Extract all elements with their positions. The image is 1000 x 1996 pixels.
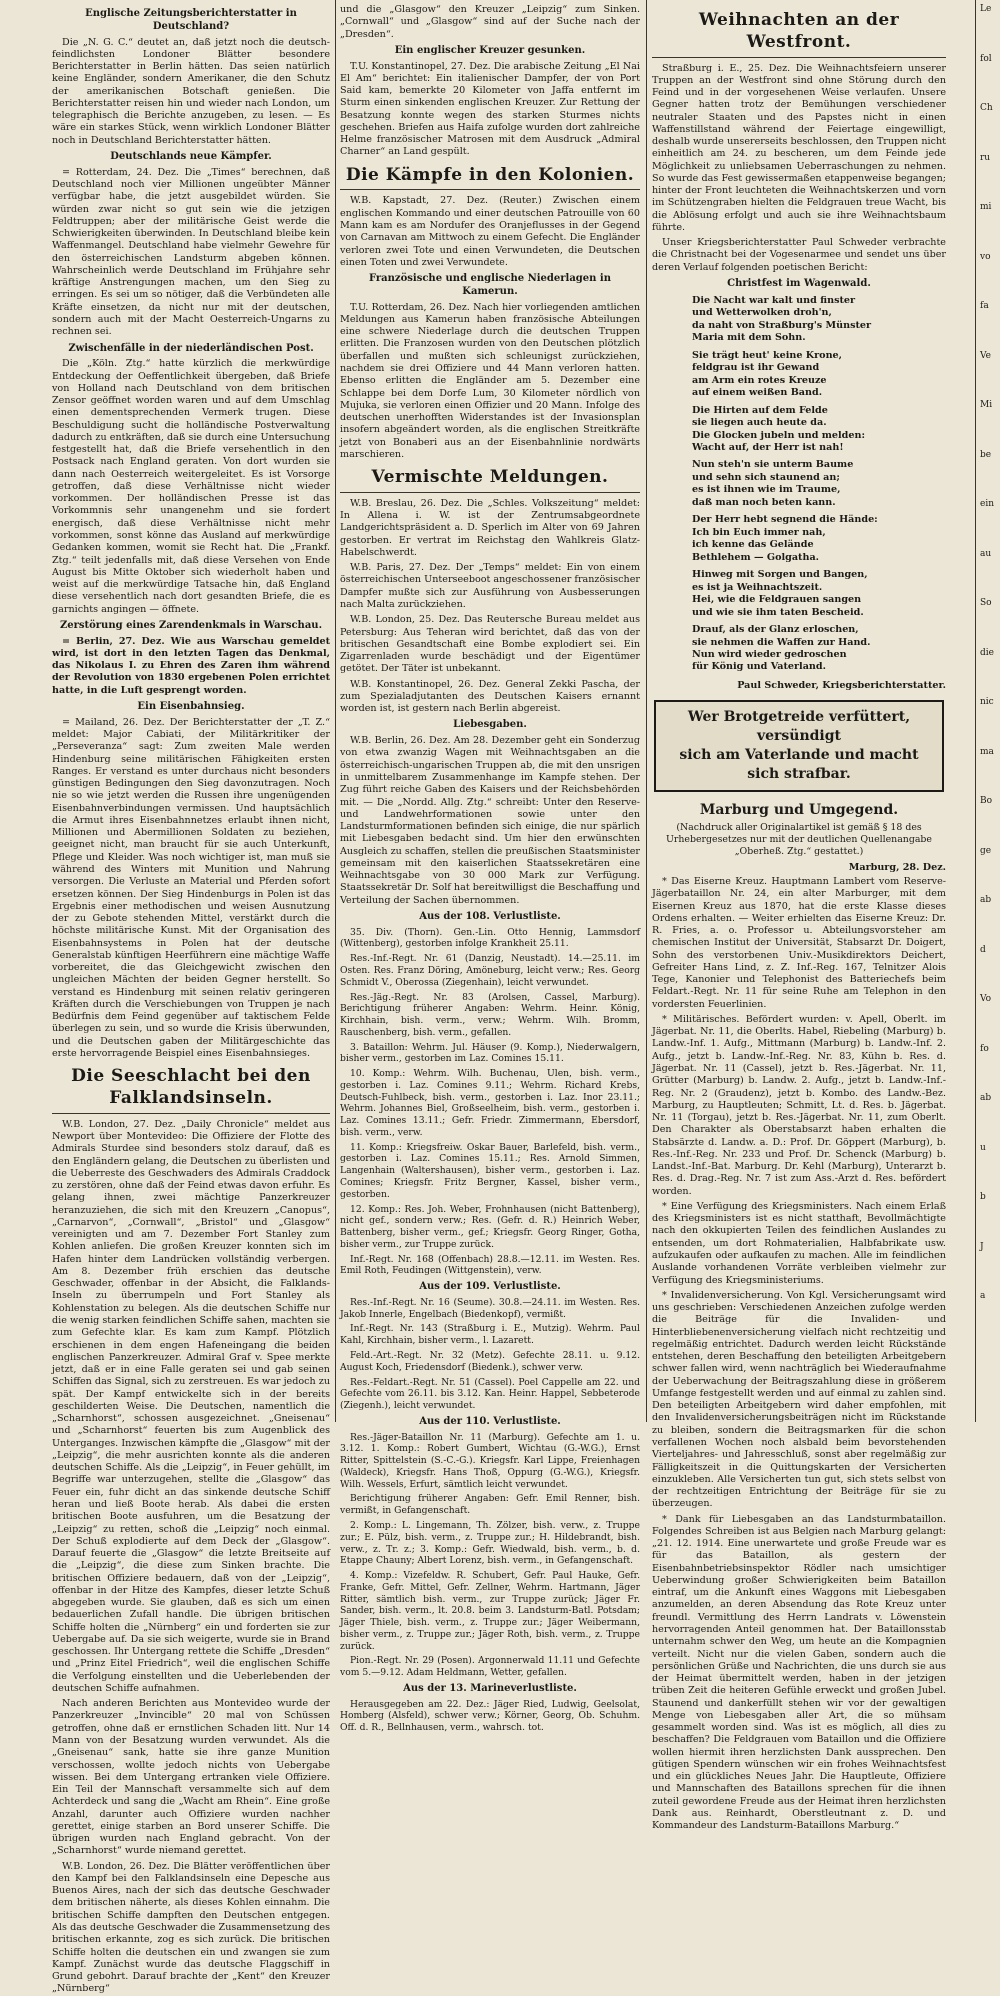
poem-line: feldgrau ist ihr Gewand xyxy=(692,362,820,374)
article-paragraph: = Berlin, 27. Dez. Wie aus Warschau gemeldet wird, ist dort in den letzten Tagen das Denkmal, das Nikolaus I. zu Ehren des Zaren ihm während der Revolution von 1830 ergebenen Polen errichtet hatte, in die Luft gesprengt worden. xyxy=(52,635,330,696)
article-paragraph: W.B. Paris, 27. Dez. Der „Temps“ meldet: Ein von einem österreichischen Unterseeboot angeschossener französischer Dampfer mußte sich zur Ausführung von Ausbesserungen nach Malta zurückziehen. xyxy=(340,562,640,610)
article-paragraph: * Invalidenversicherung. Von Kgl. Versicherungsamt wird uns geschrieben: Verschiedenen Anzeichen zufolge werden die Beiträge für die Invaliden- und Hinterbliebenenversicherung vielfach nicht rechtzeitig und regelmäßig entrichtet. Dadurch werden leicht Rückstände entstehen, deren Beschaffung den beteiligten Arbeitgebern schwer fallen wird, wenn nachträglich bei Wiederaufnahme der Ueberwachung der Beitragszahlung diese in größerem Umfange festgestellt werden und auf einmal zu zahlen sind. Den beteiligten Arbeitgebern wird daher empfohlen, mit den Invalidenversicherungsbeiträgen nicht im Rückstande zu bleiben, sondern die Beitragsmarken für die schon verfallenen Wochen noch alsbald beim bevorstehenden Vierteljahres- und Jahresschluß, sonst aber regelmäßig zur Fälligkeitszeit in die Quittungskarten der Versicherten einzukleben. Alle Versicherten tun gut, sich stets selbst von der rechtzeitigen Entrichtung der Beiträge für sie zu überzeugen. xyxy=(652,1289,946,1510)
text-fragment: Le xyxy=(980,4,992,14)
poem-line: Drauf, als der Glanz erloschen, xyxy=(692,624,859,636)
list-item: 2. Komp.: L. Lingemann, Th. Zölzer, bish. verw., z. Truppe zur.; E. Pülz, bish. verm., z. Truppe zur.; H. Hildebrandt, bish. verw., z. Tr. z.; 3. Komp.: Gefr. Wiedwald, bish. verm., b. d. Etappe Chauny; Albert Lorenz, bish. verm., in Gefangenschaft. xyxy=(340,1519,640,1567)
poem-line: Die Nacht war kalt und finster xyxy=(692,294,856,306)
poem-line: Nun steh'n sie unterm Baume xyxy=(692,459,854,471)
poem-line: auf einem weißen Band. xyxy=(692,387,823,399)
poem-line: Die Hirten auf dem Felde xyxy=(692,404,828,416)
notice-box xyxy=(654,700,944,792)
headline: Liebesgaben. xyxy=(453,719,527,731)
text-fragment: ab xyxy=(980,895,992,906)
poem-line: ich kenne das Gelände xyxy=(692,539,814,551)
text-fragment: Vo xyxy=(980,994,992,1005)
text-fragment: J xyxy=(980,1241,984,1252)
column-4-fragment xyxy=(980,4,1000,1414)
text-fragment: mi xyxy=(980,202,992,213)
poem-line: und wie sie ihm taten Bescheid. xyxy=(692,606,864,618)
list-item: Res.-Jäg.-Regt. Nr. 83 (Arolsen, Cassel, Marburg). Berichtigung früherer Angaben: Wehrm. Heinr. König, Kirchhain, bish. verm., verw.; Wehrm. Wilh. Bromm, Rauschenberg, bish. verm., gefallen. xyxy=(340,991,640,1038)
article-paragraph: W.B. Konstantinopel, 26. Dez. General Zekki Pascha, der zum Spezialadjutanten des Deutschen Kaisers ernannt worden ist, ist gestern nach Berlin abgereist. xyxy=(340,678,640,715)
poem-line: und Wetterwolken droh'n, xyxy=(692,307,832,319)
column-rule xyxy=(335,0,336,1422)
text-fragment: au xyxy=(980,548,992,559)
article-paragraph: W.B. London, 26. Dez. Die Blätter veröffentlichen über den Kampf bei den Falklandsinseln eine Depesche aus Buenos Aires, nach der sich das deutsche Geschwader dem britischen näherte, als dieses Kohlen einnahm. Die britischen Schiffe dampften den Deutschen entgegen. Als das deutsche Geschwader die Zusammensetzung des britischen erkannte, zog es sich zurück. Die britischen Schiffe holten die deutschen ein und zwangen sie zum Kampf. Zunächst wurde das deutsche Flaggschiff in Grund gebohrt. Darauf brachte der „Kent“ den Kreuzer „Nürnberg“ xyxy=(52,1860,330,1995)
text-fragment: ab xyxy=(980,1093,992,1104)
article-paragraph: Unser Kriegsberichterstatter Paul Schweder verbrachte die Christnacht bei der Vogesenarmee und sendet uns über deren Verlauf folgenden poetischen Bericht: xyxy=(652,237,946,273)
headline: Zwischenfälle in der niederländischen Post. xyxy=(68,342,314,354)
section-headline: Die Kämpfe in den Kolonien. xyxy=(340,165,640,191)
text-fragment: fa xyxy=(980,301,989,312)
poem-line: Sie trägt heut' keine Krone, xyxy=(692,349,842,361)
text-fragment: fo xyxy=(980,1043,989,1054)
notice-line: Wer Brotgetreide verfüttert, versündigt xyxy=(687,709,911,745)
article-paragraph: Die „Köln. Ztg.“ hatte kürzlich die merkwürdige Entdeckung der Oeffentlichkeit übergeben, daß Briefe von Holland nach Deutschland von dem britischen Zensor geöffnet worden waren und auf dem Umschlag einen dementsprechenden Vermerk trugen. Diese Beschuldigung sucht die holländische Postverwaltung dadurch zu entkräften, daß sie durch eine Untersuchung festgestellt hat, daß die Briefe versehentlich in den Postsack nach England geraten. Von dort wurden sie dann nach Oesterreich weitergeleitet. Es ist Vorsorge getroffen, daß diese Verhältnisse nicht wieder vorkommen. Der holländischen Presse ist das Vorkommnis sehr unangenehm und sie fordert energisch, daß diese Verhältnisse nicht mehr vorkommen, sonst könne das Ausland auf merkwürdige Gedanken kommen, womit sie Recht hat. Die „Frankf. Ztg.“ teilt jedenfalls mit, daß diese Versehen von Ende August bis Mitte Oktober sich wiederholt haben und weist auf die merkwürdige Tatsache hin, daß England diese versehentlich nach dort gesandten Briefe, die es garnichts angingen — öffnete. xyxy=(52,358,330,615)
poem-line: Bethlehem — Golgatha. xyxy=(692,551,819,563)
text-fragment: ein xyxy=(980,499,995,510)
headline: Französische und englische Niederlagen in Kamerun. xyxy=(368,273,611,297)
column-1 xyxy=(52,4,330,1995)
poem-stanza xyxy=(692,459,946,509)
list-item: Res.-Jäger-Bataillon Nr. 11 (Marburg). Gefechte am 1. u. 3.12. 1. Komp.: Robert Gumbert, Wichtau (G.-W.G.), Ernst Ritter, Spittelstein (S.-C.-G.). Kriegsfr. Karl Lippe, Freienhagen (Waldeck), Kriegsfr. Hans Thoß, Oppurg (G.-W.G.), Kriegsfr. Wilh. Wessels, Erfurt, sämtlich leicht verwundet. xyxy=(340,1431,640,1490)
poem-title: Christfest im Wagenwald. xyxy=(727,278,871,290)
list-item: Res.-Inf.-Regt. Nr. 61 (Danzig, Neustadt). 14.—25.11. im Osten. Res. Franz Döring, Amöneburg, leicht verw.; Res. Georg Schmidt V., Oberossa (Ziegenhain), leicht verwundet. xyxy=(340,953,640,988)
list-item: 4. Komp.: Vizefeldw. R. Schubert, Gefr. Paul Hauke, Gefr. Franke, Gefr. Mittel, Gefr. Zellner, Wehrm. Hartmann, Jäger Ritter, sämtlich bish. verm., zur Truppe zurück; Jäger Fr. Sander, bish. verm., lt. 20.8. beim 3. Landsturm-Batl. Potsdam; Jäger Thiele, bish. verm., z. Truppe zur.; Jäger Weibermann, bisher verm., z. Truppe zur.; Jäger Roth, bish. verm., z. Truppe zurück. xyxy=(340,1570,640,1652)
text-fragment: die xyxy=(980,647,994,658)
text-fragment: Mi xyxy=(980,400,993,411)
article-paragraph: W.B. London, 27. Dez. „Daily Chronicle“ meldet aus Newport über Montevideo: Die Offiziere der Flotte des Admirals Sturdee sind besonders stolz darauf, daß es den Engländern gelang, die Deutschen zu überlisten und die Ueberreste des Geschwaders des Admirals Craddock zu zerstören, ohne daß der Feind etwas davon erfuhr. Es gelang ihnen, zwei mächtige Panzerkreuzer heranzuziehen, die sich mit den Kreuzern „Canopus“, „Carnarvon“, „Cornwall“, „Bristol“ und „Glasgow“ vereinigten und am 7. Dezember Fort Stanley zum Kohlen anliefen. Die großen Kreuzer konnten sich im Hafen hinter dem Landrücken vollständig verbergen. Am 8. Dezember früh erschien das deutsche Geschwader, offenbar in der Absicht, die Falklands-Inseln zu überrumpeln und Fort Stanley als Kohlenstation zu belegen. Als die deutschen Schiffe nur die wenig starken feindlichen Schiffe sahen, machten sie zum Gefechte klar. Es kam zum Kampf. Plötzlich erschienen in dem engen Hafeneingang die beiden englischen Panzerkreuzer. Admiral Graf v. Spee merkte jetzt, daß er in eine Falle geraten sei und gab seinen Schiffen das Signal, sich zu zerstreuen. Es war jedoch zu spät. Der Kampf entwickelte sich in der bereits geschilderten Weise. Die Deutschen, namentlich die „Scharnhorst“, schossen ausgezeichnet. „Gneisenau“ und „Scharnhorst“ feuerten bis zum Augenblick des Unterganges. Inzwischen kämpfte die „Glasgow“ mit der „Leipzig“, die mehr ausrichten konnte als die anderen deutschen Schiffe. Als die „Leipzig“, in Feuer gehüllt, im Begriffe war unterzugehen, stellte die „Glasgow“ das Feuer ein, fuhr dicht an das sinkende deutsche Schiff heran und ließ Boote herab. Als dabei die ersten britischen Boote ausfuhren, um die Besatzung der „Leipzig“ zu retten, schoß die „Leipzig“ noch einmal. Der Schuß explodierte auf dem Deck der „Glasgow“. Darauf feuerte die „Glasgow“ die letzte Breitseite auf die „Leipzig“, die diese zum Sinken brachte. Die britischen Offiziere bedauern, daß von der „Leipzig“, offenbar in der Hitze des Kampfes, dieser letzte Schuß abgegeben wurde. Sie glauben, daß es sich um einen bedauerlichen Zufall handle. Die übrigen britischen Schiffe holten die „Nürnberg“ ein und forderten sie zur Uebergabe auf. Da sie sich weigerte, wurde sie in Brand geschossen. Ihr Untergang rettete die Schiffe „Dresden“ und „Prinz Eitel Friedrich“, weil die englischen Schiffe die Verfolgung einstellten und die Ueberlebenden der deutschen Schiffe aufnahmen. xyxy=(52,1118,330,1694)
column-2 xyxy=(340,4,640,1734)
article-paragraph: Nach anderen Berichten aus Montevideo wurde der Panzerkreuzer „Invincible“ 20 mal von Schüssen getroffen, ohne daß er ernstlichen Schaden litt. Nur 14 Mann von der Besatzung wurden verwundet. Als die „Gneisenau“ sank, hatte sie ihre ganze Munition verschossen, wollte jedoch nichts von Uebergabe wissen. Bei dem Untergang ertranken viele Offiziere. Ein Teil der Mannschaft versammelte sich auf dem Achterdeck und sang die „Wacht am Rhein“. Eine große Anzahl, darunter auch Offiziere wurden nachher gerettet, einige starben an Bord unserer Schiffe. Die übrigen wurden nach England gebracht. Von der „Scharnhorst“ wurde niemand gerettet. xyxy=(52,1698,330,1857)
text-fragment: Ve xyxy=(980,350,991,361)
poem-line: Hei, wie die Feldgrauen sangen xyxy=(692,594,862,606)
section-headline: Vermischte Meldungen. xyxy=(340,467,640,493)
poem-line: am Arm ein rotes Kreuze xyxy=(692,374,827,386)
poem-line: da naht von Straßburg's Münster xyxy=(692,319,872,331)
headline: Aus der 109. Verlustliste. xyxy=(419,1281,561,1293)
article-paragraph: Straßburg i. E., 25. Dez. Die Weihnachtsfeiern unserer Truppen an der Westfront sind ohne Störung durch den Feind und in der vorgesehenen Weise verlaufen. Unsere Gegner hatten trotz der Bemühungen verschiedener neutraler Staaten und des Papstes nicht in einen Waffenstillstand während der Feiertage eingewilligt, deshalb wurde unsererseits beschlossen, den Truppen nicht einheitlich am 24. zu bescheren, um dem Feinde jede Möglichkeit zu unliebsamen Ueberraschungen zu nehmen. So wurde das Fest gewissermaßen etappenweise begangen; hinter der Front leuchteten die Weihnachtskerzen und vorn im Schützengraben hielten die Feldgrauen treue Wacht, bis die Ablösung erfolgt und auch sie ihre Weihnachtsbaum führte. xyxy=(652,62,946,233)
headline: Zerstörung eines Zarendenkmals in Warschau. xyxy=(59,619,323,631)
article-paragraph: = Rotterdam, 24. Dez. Die „Times“ berechnen, daß Deutschland noch vier Millionen ungeübter Männer verfügbar habe, die jetzt ausgebildet würden. Sie würden zwar nicht so gut sein wie die jetzigen Feldtruppen; aber der militärische Geist werde die Schwierigkeiten überwinden. In Deutschland bleibe kein Waffenmangel. Deutschland habe vielmehr Gewehre für den österreichischen Landsturm abgeben können. Wahrscheinlich werde Deutschland im Frühjahre sehr kräftige Anstrengungen machen, um den Sieg zu erringen. Es sei um so nötiger, daß die Verbündeten alle Kräfte einsetzen, da nicht nur mit der deutschen, sondern auch mit der Macht Oesterreich-Ungarns zu rechnen sei. xyxy=(52,166,330,338)
text-fragment: ru xyxy=(980,152,991,163)
poem-line: für König und Vaterland. xyxy=(692,661,826,673)
headline: Aus der 108. Verlustliste. xyxy=(419,910,561,922)
list-item: 11. Komp.: Kriegsfreiw. Oskar Bauer, Barlefeld, bish. verm., gestorben i. Laz. Comines 15.11.; Res. Arnold Simmen, Langenhain (Waltershausen), bisher verm., gestorben i. Laz. Comines; Kriegsfr. Fritz Bergner, Kassel, bisher verm., gestorben. xyxy=(340,1141,640,1200)
text-fragment: ge xyxy=(980,845,992,856)
headline: Ein englischer Kreuzer gesunken. xyxy=(394,44,586,56)
poem-line: sie nehmen die Waffen zur Hand. xyxy=(692,636,871,648)
poem-line: und sehn sich staunend an; xyxy=(692,471,840,483)
poem-line: Die Glocken jubeln und melden: xyxy=(692,429,865,441)
poem-stanza xyxy=(692,569,946,619)
list-item: Res.-Feldart.-Regt. Nr. 51 (Cassel). Poel Cappelle am 22. und Gefechte vom 26.11. bis 3.12. Kan. Heinr. Happel, Sebbeterode (Ziegenh.), leicht verwundet. xyxy=(340,1376,640,1412)
poem-stanza xyxy=(692,295,946,345)
headline: Deutschlands neue Kämpfer. xyxy=(110,150,272,162)
text-fragment: nic xyxy=(980,697,994,708)
article-paragraph: * Militärisches. Befördert wurden: v. Apell, Oberlt. im Jägerbat. Nr. 11, die Oberlts. Habel, Riebeling (Marburg) b. Landw.-Inf. 1. Aufg., Mittmann (Marburg) b. Landw.-Inf. 2. Aufg., jetzt b. Landw.-Inf.-Reg. Nr. 83, Kühn b. Res. d. Jägerbat. Nr. 11 (Cassel), jetzt b. Res.-Jägerbat. Nr. 11, Grütter (Marburg) b. Landw. 2. Aufg., jetzt b. Landw.-Inf.-Reg. Nr. 2 (Graudenz), jetzt b. Kombo. des Landw.-Bez. Marburg, zu Hauptleuten; Schmitt, Lt. d. Res. b. Jägerbat. Nr. 11 (Torgau), jetzt b. Res.-Jägerbat. Nr. 11, zum Oberlt. Den Charakter als Oberstabsarzt haben erhalten die Stabsärzte d. Landw. a. D.: Prof. Dr. Göppert (Marburg), b. Res.-Inf.-Reg. Nr. 233 und Prof. Dr. Schenck (Marburg) b. Landst.-Inf.-Bat. Marburg. Dr. Kehl (Marburg), Unterarzt b. Res. d. Drag.-Reg. Nr. 7 ist zum Ass.-Arzt d. Res. befördert worden. xyxy=(652,1013,946,1197)
subtitle: (Nachdruck aller Originalartikel ist gemäß § 18 des Urhebergesetzes nur mit der deutlichen Quellenangabe „Oberheß. Ztg.“ gestattet.) xyxy=(666,821,932,857)
poem-stanza xyxy=(692,514,946,564)
list-item: Pion.-Regt. Nr. 29 (Posen). Argonnerwald 11.11 und Gefechte vom 5.—9.12. Adam Heldmann, Wetter, gefallen. xyxy=(340,1655,640,1679)
headline: Aus der 110. Verlustliste. xyxy=(419,1415,561,1427)
article-paragraph: W.B. Kapstadt, 27. Dez. (Reuter.) Zwischen einem englischen Kommando und einer deutschen Patrouille von 60 Mann kam es am Nordufer des Oranjeflusses in der Gegend von Carnavan am Mittwoch zu einem Gefecht. Die Engländer verloren zwei Tote und einen Verwundeten, die Deutschen einen Toten und zwei Verwundete. xyxy=(340,195,640,268)
article-paragraph: * Dank für Liebesgaben an das Landsturmbataillon. Folgendes Schreiben ist aus Belgien nach Marburg gelangt: „21. 12. 1914. Eine unerwartete und große Freude war es für das Bataillon, als gestern der Eisenbahnbetriebsinspektor Rödler nach umsichtiger Ueberwindung großer Schwierigkeiten beim Bataillon eintraf, um die Ankunft eines Waggons mit Liebesgaben anzumelden, an deren Absendung das Rote Kreuz unter freundl. Vermittlung des Herrn Landrats v. Löwenstein hervorragenden Anteil genommen hat. Der Bataillonsstab unternahm schwer den Weg, um heute an die Kompagnien verteilt. Nicht nur die vielen Gaben, sondern auch die persönlichen Grüße und Nachrichten, die uns durch sie aus der Heimat übermittelt werden, haben in der jetzigen trüben Zeit die heiteren Gefühle erweckt und großen Jubel. Staunend und dankerfüllt stehen wir vor der gewaltigen Menge von Liebesgaben aller Art, die so mühsam gesammelt worden sind. Was ist es möglich, all dies zu beschaffen? Die Feldgrauen vom Bataillon und die Offiziere wollen hiermit ihren herzlichsten Dank aussprechen. Den gütigen Spendern wünschen wir ein frohes Weihnachtsfest und ein glückliches Neues Jahr. Die Hauptleute, Offiziere und Mannschaften des Bataillons sprechen für die ihnen zuteil gewordene Freude aus der Heimat ihren herzlichsten Dank aus. Reinhardt, Oberstleutnant z. D. und Kommandeur des Landsturm-Bataillons Marburg.“ xyxy=(652,1513,946,1832)
article-paragraph: und die „Glasgow“ den Kreuzer „Leipzig“ zum Sinken. „Cornwall“ und „Glasgow“ sind auf der Suche nach der „Dresden“. xyxy=(340,4,640,40)
list-item: Berichtigung früherer Angaben: Gefr. Emil Renner, bish. vermißt, in Gefangenschaft. xyxy=(340,1493,640,1517)
poem-line: es ist ja Weihnachtszeit. xyxy=(692,581,823,593)
article-paragraph: * Das Eiserne Kreuz. Hauptmann Lambert vom Reserve-Jägerbataillon Nr. 24, ein alter Marburger, mit dem Eisernen Kreuz aus 1870, hat die erste Klasse dieses Ordens erhalten. — Weiter erhielten das Eiserne Kreuz: Dr. R. Fries, a. o. Professor u. Abteilungsvorsteher am chemischen Institut der Universität, Stabsarzt Dr. Doigert, Sohn des verstorbenen Univ.-Musikdirektors Deichert, Gefreiter Hans Lind, z. Z. Inf.-Reg. 167, Telnitzer Alois Tege, Kanonier und Telephonist des Batteriechefs beim Feldart.-Regt. Nr. 11 für seine Ruhe am Telephon in den vordersten Feuerlinien. xyxy=(652,876,946,1010)
article-paragraph: T.U. Konstantinopel, 27. Dez. Die arabische Zeitung „El Nai El Am“ berichtet: Ein italienischer Dampfer, der von Port Said kam, bemerkte 20 Kilometer von Jaffa entfernt im Sturm einen sinkenden englischen Kreuzer. Zur Rettung der Besatzung konnte wegen des starken Sturmes nichts geschehen. Briefen aus Haifa zufolge wurden dort zahlreiche Helme französischer Matrosen mit dem Ausdruck „Admiral Charner“ an Land gespült. xyxy=(340,60,640,158)
column-3 xyxy=(652,4,946,1832)
poem-stanza xyxy=(692,405,946,455)
list-item: 12. Komp.: Res. Joh. Weber, Frohnhausen (nicht Battenberg), nicht gef., sondern verw.; Res. (Gefr. d. R.) Heinrich Weber, Battenberg, bisher verm., gef.; Kriegsfr. Georg Ringer, Gotha, bisher verm., zur Truppe zurück. xyxy=(340,1203,640,1250)
list-item: 3. Bataillon: Wehrm. Jul. Häuser (9. Komp.), Niederwalgern, bisher verm., gestorben im Laz. Comines 15.11. xyxy=(340,1041,640,1065)
text-fragment: d xyxy=(980,944,986,955)
poem-line: Nun wird wieder gedroschen xyxy=(692,649,847,660)
headline: Englische Zeitungsberichterstatter in Deutschland? xyxy=(85,8,297,32)
article-paragraph: W.B. Breslau, 26. Dez. Die „Schles. Volkszeitung“ meldet: In Allena i. W. ist der Zentrumsabgeordnete Landgerichtspräsident a. D. Sperlich im Alter von 69 Jahren gestorben. Er vertrat im Reichstag den Wahlkreis Glatz-Habelschwerdt. xyxy=(340,497,640,558)
article-paragraph: W.B. Berlin, 26. Dez. Am 28. Dezember geht ein Sonderzug von etwa zwanzig Wagen mit Weihnachtsgaben an die österreichisch-ungarischen Truppen ab, die mit den unsrigen in unmittelbarem Zusammenhange im Kampfe stehen. Der Zug führt reiche Gaben des Kaisers und der Reichsbehörden mit. — Die „Nordd. Allg. Ztg.“ schreibt: Unter den Reserve- und Landwehrformationen sowie unter den Landsturmformationen befinden sich einige, die nur spärlich mit Liebesgaben bedacht sind. Um hier den erwünschten Ausgleich zu schaffen, stellen die preußischen Staatsminister gemeinsam mit den kaiserlichen Staatssekretären eine Weihnachtsgabe von 30 000 Mark zur Verfügung. Staatssekretär Dr. Solf hat bereitwilligst die Beschaffung und Verteilung der Sachen übernommen. xyxy=(340,735,640,906)
poem-line: Ich bin Euch immer nah, xyxy=(692,526,826,538)
list-item: Inf.-Regt. Nr. 143 (Straßburg i. E., Mutzig). Wehrm. Paul Kahl, Kirchhain, bisher verm., l. Lazarett. xyxy=(340,1323,640,1347)
text-fragment: fol xyxy=(980,53,992,64)
column-rule xyxy=(975,0,976,1422)
poem-line: Der Herr hebt segnend die Hände: xyxy=(692,514,878,526)
section-headline: Die Seeschlacht bei den Falklandsinseln. xyxy=(52,1066,330,1114)
text-fragment: u xyxy=(980,1142,986,1153)
section-headline: Marburg und Umgegend. xyxy=(699,801,899,818)
article-paragraph: = Mailand, 26. Dez. Der Berichterstatter der „T. Z.“ meldet: Major Cabiati, der Militärkritiker der „Perseveranza“ sagt: Zum zweiten Male werden Hindenburg seine militärischen Fähigkeiten ersten Ranges. Er verstand es unter durchaus nicht besonders günstigen Bedingungen den Sieg davonzutragen. Noch nie so wie jetzt werden die Russen ihre ungenügenden Eisenbahnverbindungen vermissen. Und hauptsächlich die Armut ihres Eisenbahnnetzes erlaubt ihnen nicht, Millionen und Abermillionen Soldaten zu beziehen, geeignet nicht, man braucht für sie auch Unterkunft, Pflege und Kleider. Was noch wichtiger ist, man muß sie während des Winters mit Munition und Nahrung versorgen. Die Verluste an Material und Pferden sofort ersetzen können. Der Sieg Hindenburgs in Polen ist das Ergebnis einer methodischen und weisen Ausnutzung der zu Gebote stehenden Mittel, verstärkt durch die höchste militärische Kunst. Mit der Organisation des Eisenbahnsystems in Polen hat der deutsche Generalstab künftigen Heerführern eine mächtige Waffe vorbereitet, die das Gleichgewicht zwischen den ungleichen Mächten der beiden Gegner herstellt. So verstand es Hindenburg mit seinen relativ geringeren Kräften durch die Verschiebungen von Truppen je nach Bedürfnis dem Feind gegenüber auf taktischem Felde überlegen zu sein, und so wurde die Krisis überwunden, und die Deutschen gaben der Militärgeschichte das erste hervorragende Beispiel eines Eisenbahnsieges. xyxy=(52,716,330,1059)
dateline: Marburg, 28. Dez. xyxy=(848,861,946,873)
section-headline: Weihnachten an der Westfront. xyxy=(652,10,946,58)
poem-line: sie liegen auch heute da. xyxy=(692,417,827,429)
poem-line: Wacht auf, der Herr ist nah! xyxy=(692,441,844,453)
signature: Paul Schweder, Kriegsberichterstatter. xyxy=(737,679,946,691)
column-rule xyxy=(646,0,647,1422)
text-fragment: b xyxy=(980,1192,986,1203)
poem xyxy=(692,295,946,674)
poem-line: Maria mit dem Sohn. xyxy=(692,332,806,344)
poem-line: es ist ihnen wie im Traume, xyxy=(692,484,841,496)
article-paragraph: * Eine Verfügung des Kriegsministers. Nach einem Erlaß des Kriegsministers ist es nicht statthaft, Bevollmächtigte nach den okkupierten Teilen des feindlichen Auslandes zu entsenden, um dort Rohmaterialien, Halbfabrikate usw. aufzukaufen oder aufkaufen zu machen. Alle im feindlichen Auslande vorhandenen Vorräte verbleiben vielmehr zur Verfügung des Kriegsministeriums. xyxy=(652,1200,946,1286)
article-paragraph: W.B. London, 25. Dez. Das Reutersche Bureau meldet aus Petersburg: Aus Teheran wird berichtet, daß das von der britischen Gesandtschaft eine Bombe explodiert sei. Ein Zigarrenladen wurde beschädigt und der Eigentümer getötet. Der Täter ist unbekannt. xyxy=(340,614,640,675)
notice-line: sich am Vaterlande und macht sich strafbar. xyxy=(679,746,919,782)
poem-line: daß man noch beten kann. xyxy=(692,496,836,508)
list-item: Herausgegeben am 22. Dez.: Jäger Ried, Ludwig, Geelsolat, Homberg (Alsfeld), schwer verw.; Körner, Georg, Ob. Schuhm. Off. d. R., Bellnhausen, verm., wahrsch. tot. xyxy=(340,1698,640,1734)
headline: Ein Eisenbahnsieg. xyxy=(137,701,245,712)
text-fragment: ma xyxy=(980,746,994,757)
list-item: 10. Komp.: Wehrm. Wilh. Buchenau, Ulen, bish. verm., gestorben i. Laz. Comines 9.11.; Wehrm. Richard Krebs, Deutsch-Fuhlbeck, bish. verm., gestorben i. Laz. Inor 23.11.; Wehrm. Johannes Biel, Großseelheim, bish. verm., gestorben i. Laz. Comines 13.11.; Gefr. Friedr. Zimmermann, Ebersdorf, bish. verm., verw. xyxy=(340,1068,640,1138)
text-fragment: Bo xyxy=(980,796,993,807)
text-fragment: a xyxy=(980,1291,986,1302)
headline: Aus der 13. Marineverlustliste. xyxy=(403,1682,577,1694)
list-item: Res.-Inf.-Regt. Nr. 16 (Seume). 30.8.—24.11. im Westen. Res. Jakob Innerle, Engelbach (Biedenkopf), vermißt. xyxy=(340,1296,640,1320)
text-fragment: vo xyxy=(980,251,991,262)
text-fragment: be xyxy=(980,449,992,460)
list-item: Feld.-Art.-Regt. Nr. 32 (Metz). Gefechte 28.11. u. 9.12. August Koch, Friedensdorf (Biedenk.), schwer verw. xyxy=(340,1349,640,1373)
article-paragraph: T.U. Rotterdam, 26. Dez. Nach hier vorliegenden amtlichen Meldungen aus Kamerun haben französische Abteilungen eine schwere Niederlage durch die deutschen Truppen erlitten. Die Franzosen wurden von den Deutschen plötzlich überfallen und mußten sich schleunigst zurückziehen, nachdem sie drei Offiziere und 44 Mann verloren hatten. Ebenso erlitten die Engländer am 5. Dezember eine Schlappe bei dem Dorfe Lum, 30 Kilometer nördlich von Mujuka, sie verloren einen Offizier und 20 Mann. Infolge des deutschen unerhofften Widerstandes ist der Invasionsplan insofern abgeändert worden, als die englischen Streitkräfte jetzt von Bonaberi aus an der Eisenbahnlinie nordwärts marschieren. xyxy=(340,301,640,460)
text-fragment: So xyxy=(980,598,992,609)
text-fragment: Ch xyxy=(980,103,993,114)
list-item: Inf.-Regt. Nr. 168 (Offenbach) 28.8.—12.11. im Westen. Res. Emil Roth, Feudingen (Wittgenstein), verw. xyxy=(340,1253,640,1277)
article-paragraph: Die „N. G. C.“ deutet an, daß jetzt noch die deutsch-feindlichsten Londoner Blätter besondere Berichterstatter in Berlin hätten. Das seien natürlich keine Engländer, sondern Amerikaner, die den Schutz der amerikanischen Botschaft genießen. Die Berichterstatter reisen hin und wieder nach London, um telegraphisch die Berichte anzugeben, zu lesen. — Es wäre ein starkes Stück, wenn wirklich Londoner Blätter noch in Deutschland Berichterstatter hätten. xyxy=(52,36,330,146)
poem-stanza xyxy=(692,350,946,400)
list-item: 35. Div. (Thorn). Gen.-Lin. Otto Hennig, Lammsdorf (Wittenberg), gestorben infolge Krankheit 25.11. xyxy=(340,926,640,950)
poem-stanza xyxy=(692,624,946,674)
poem-line: Hinweg mit Sorgen und Bangen, xyxy=(692,569,868,581)
